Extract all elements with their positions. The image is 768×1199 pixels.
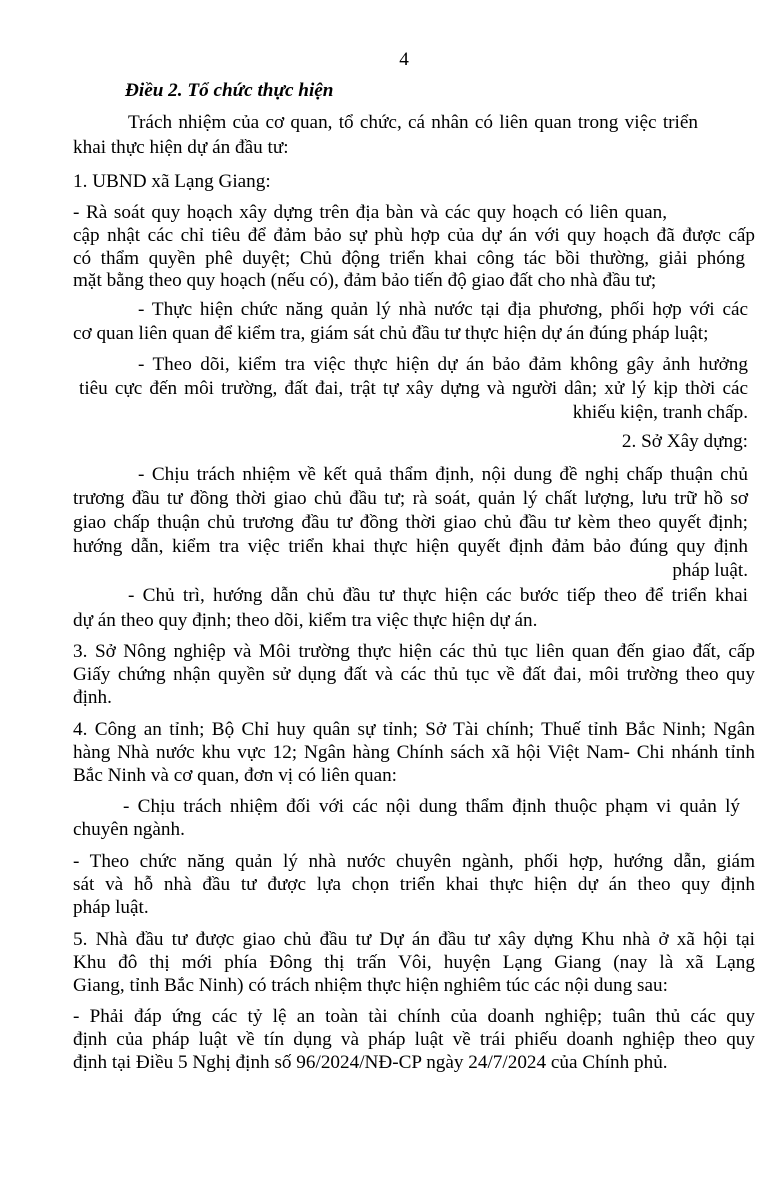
section-2-p1-line-3: giao chấp thuận chủ trương đầu tư đồng thời giao chủ đầu tư kèm theo quyết định; — [73, 512, 748, 533]
intro-line-2: khai thực hiện dự án đầu tư: — [73, 137, 289, 158]
section-4-title-line-2: hàng Nhà nước khu vực 12; Ngân hàng Chính sách xã hội Việt Nam- Chi nhánh tỉnh — [73, 742, 755, 763]
section-1-p2-line-1: - Thực hiện chức năng quản lý nhà nước tại địa phương, phối hợp với các — [138, 299, 748, 320]
section-2-title: 2. Sở Xây dựng: — [621, 431, 748, 452]
section-1-p1-line-4: mặt bằng theo quy hoạch (nếu có), đảm bảo tiến độ giao đất cho nhà đầu tư; — [73, 270, 657, 291]
section-5-title-line-1: 5. Nhà đầu tư được giao chủ đầu tư Dự án đầu tư xây dựng Khu nhà ở xã hội tại — [73, 929, 755, 950]
section-1-p2-line-2: cơ quan liên quan để kiểm tra, giám sát chủ đầu tư thực hiện dự án đúng pháp luật; — [73, 323, 709, 344]
article-heading: Điều 2. Tổ chức thực hiện — [125, 80, 334, 101]
section-4-p2-line-3: pháp luật. — [73, 897, 149, 918]
section-1-p1-line-1: - Rà soát quy hoạch xây dựng trên địa bàn và các quy hoạch có liên quan, — [73, 202, 667, 223]
section-4-title-line-1: 4. Công an tỉnh; Bộ Chỉ huy quân sự tỉnh; Sở Tài chính; Thuế tỉnh Bắc Ninh; Ngân — [73, 719, 755, 740]
section-5-p1-line-2: định của pháp luật về tín dụng và pháp luật về trái phiếu doanh nghiệp theo quy — [73, 1029, 755, 1050]
section-2-p1-line-1: - Chịu trách nhiệm về kết quả thẩm định, nội dung đề nghị chấp thuận chủ — [138, 464, 748, 485]
section-1-p3-line-2: tiêu cực đến môi trường, đất đai, trật tự xây dựng và người dân; xử lý kịp thời các — [79, 378, 748, 399]
section-4-p1-line-2: chuyên ngành. — [73, 819, 185, 840]
section-4-title-line-3: Bắc Ninh và cơ quan, đơn vị có liên quan: — [73, 765, 398, 786]
section-1-title: 1. UBND xã Lạng Giang: — [73, 171, 271, 192]
section-5-title-line-3: Giang, tỉnh Bắc Ninh) có trách nhiệm thực hiện nghiêm túc các nội dung sau: — [73, 975, 668, 996]
section-3-line-1: 3. Sở Nông nghiệp và Môi trường thực hiện các thủ tục liên quan đến giao đất, cấp — [73, 641, 755, 662]
section-5-title-line-2: Khu đô thị mới phía Đông thị trấn Vôi, huyện Lạng Giang (nay là xã Lạng — [73, 952, 755, 973]
section-4-p2-line-1: - Theo chức năng quản lý nhà nước chuyên ngành, phối hợp, hướng dẫn, giám — [73, 851, 755, 872]
section-5-p1-line-1: - Phải đáp ứng các tỷ lệ an toàn tài chính của doanh nghiệp; tuân thủ các quy — [73, 1006, 755, 1027]
section-1-p3-line-3: khiếu kiện, tranh chấp. — [572, 402, 748, 423]
section-1-p1-line-2: cập nhật các chỉ tiêu để đảm bảo sự phù hợp của dự án với quy hoạch đã được cấp — [73, 225, 755, 246]
section-2-p1-line-2: trương đầu tư đồng thời giao chủ đầu tư; rà soát, quản lý chất lượng, lưu trữ hồ sơ — [73, 488, 748, 509]
section-4-p2-line-2: sát và hỗ nhà đầu tư được lựa chọn triển khai thực hiện dự án theo quy định — [73, 874, 755, 895]
intro-line-1: Trách nhiệm của cơ quan, tổ chức, cá nhân có liên quan trong việc triển — [128, 112, 698, 133]
section-1-p3-line-1: - Theo dõi, kiểm tra việc thực hiện dự án bảo đảm không gây ảnh hưởng — [138, 354, 748, 375]
page-number: 4 — [399, 49, 409, 70]
section-5-p1-line-3: định tại Điều 5 Nghị định số 96/2024/NĐ-CP ngày 24/7/2024 của Chính phủ. — [73, 1052, 668, 1073]
section-2-p2-line-1: - Chủ trì, hướng dẫn chủ đầu tư thực hiện các bước tiếp theo để triển khai — [128, 585, 748, 606]
section-1-p1-line-3: có thẩm quyền phê duyệt; Chủ động triển khai công tác bồi thường, giải phóng — [73, 248, 745, 269]
section-3-line-2: Giấy chứng nhận quyền sử dụng đất và các thủ tục về đất đai, môi trường theo quy — [73, 664, 755, 685]
section-2-p2-line-2: dự án theo quy định; theo dõi, kiểm tra việc thực hiện dự án. — [73, 610, 538, 631]
section-3-line-3: định. — [73, 687, 112, 708]
section-2-p1-line-4: hướng dẫn, kiểm tra việc triển khai thực hiện quyết định đảm bảo đúng quy định — [73, 536, 748, 557]
section-2-p1-line-5: pháp luật. — [672, 560, 748, 581]
section-4-p1-line-1: - Chịu trách nhiệm đối với các nội dung thẩm định thuộc phạm vi quản lý — [123, 796, 740, 817]
